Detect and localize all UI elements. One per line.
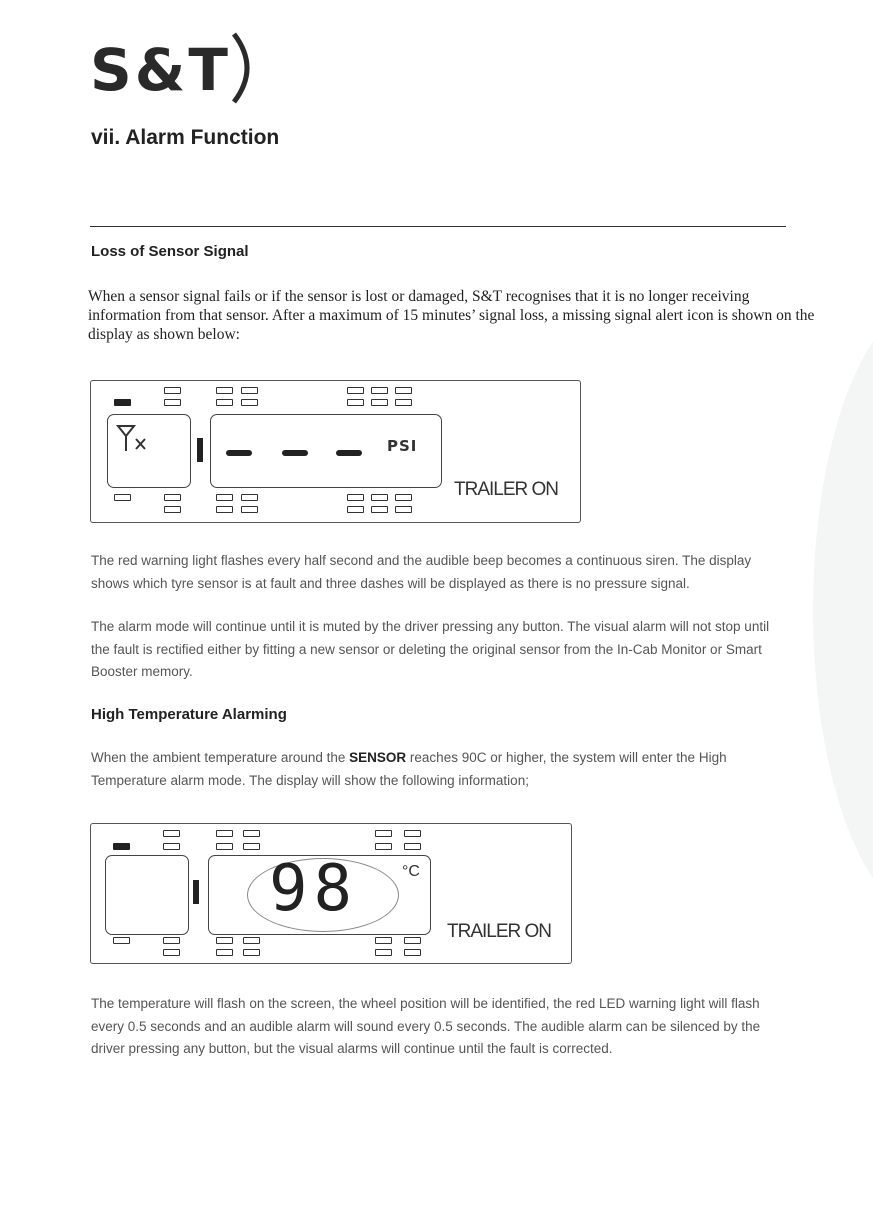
intro-text: reaches 90C or higher, the system will enter the High Temperature alarm mode. The display will show the following information; bbox=[91, 750, 727, 788]
logo-arc-icon bbox=[230, 30, 264, 106]
segment bbox=[375, 830, 392, 837]
tyre-position-box bbox=[107, 414, 191, 488]
value-box bbox=[208, 852, 431, 935]
divider bbox=[90, 226, 786, 227]
segment bbox=[241, 506, 258, 513]
segment bbox=[163, 843, 180, 850]
brand-logo bbox=[90, 28, 260, 108]
segment bbox=[347, 399, 364, 406]
no-signal-antenna-icon bbox=[116, 423, 152, 453]
value-box bbox=[210, 414, 442, 488]
segment bbox=[241, 399, 258, 406]
segment-indicator bbox=[114, 399, 131, 406]
high-temp-heading: High Temperature Alarming bbox=[91, 706, 287, 723]
segment bbox=[216, 937, 233, 944]
segment bbox=[243, 843, 260, 850]
segment-indicator bbox=[113, 843, 130, 850]
segment bbox=[375, 937, 392, 944]
segment bbox=[375, 843, 392, 850]
segment bbox=[164, 387, 181, 394]
segment bbox=[243, 949, 260, 956]
segment bbox=[216, 843, 233, 850]
dash bbox=[282, 450, 308, 456]
logo-text: S&T bbox=[90, 36, 231, 104]
segment bbox=[241, 494, 258, 501]
separator-bar bbox=[197, 438, 203, 462]
segment bbox=[371, 506, 388, 513]
segment bbox=[347, 494, 364, 501]
segment bbox=[371, 387, 388, 394]
tyre-position-box bbox=[105, 855, 189, 935]
segment bbox=[404, 949, 421, 956]
segment bbox=[404, 937, 421, 944]
segment bbox=[371, 494, 388, 501]
segment bbox=[243, 937, 260, 944]
segment bbox=[347, 387, 364, 394]
segment bbox=[216, 506, 233, 513]
segment bbox=[164, 506, 181, 513]
segment bbox=[216, 830, 233, 837]
segment bbox=[395, 494, 412, 501]
trailer-status: TRAILER ON bbox=[454, 479, 559, 500]
segment bbox=[164, 399, 181, 406]
loss-signal-para-1: The red warning light flashes every half second and the audible beep becomes a continuous siren. The display shows which tyre sensor is at fault and three dashes will be displayed as there is no pressure signal. bbox=[91, 553, 752, 591]
segment bbox=[216, 494, 233, 501]
segment bbox=[216, 387, 233, 394]
loss-signal-intro: When a sensor signal fails or if the sensor is lost or damaged, S&T recognises that it is no longer receiving information from that sensor. After a maximum of 15 minutes’ signal loss, a missing signal alert icon is shown on the display as shown below: bbox=[88, 288, 815, 343]
section-title: vii. Alarm Function bbox=[91, 126, 280, 149]
lcd-display-no-signal bbox=[90, 380, 581, 523]
segment bbox=[395, 387, 412, 394]
segment bbox=[163, 937, 180, 944]
lcd-display-high-temp bbox=[90, 823, 572, 964]
segment bbox=[163, 830, 180, 837]
segment bbox=[163, 949, 180, 956]
segment bbox=[164, 494, 181, 501]
segment bbox=[404, 843, 421, 850]
segment bbox=[404, 830, 421, 837]
segment bbox=[113, 937, 130, 944]
loss-signal-para-2: The alarm mode will continue until it is muted by the driver pressing any button. The visual alarm will not stop until the fault is rectified either by fitting a new sensor or deleting the original sensor from the In-Cab Monitor or Smart Booster memory. bbox=[91, 619, 770, 679]
segment bbox=[243, 830, 260, 837]
segment bbox=[114, 494, 131, 501]
separator-bar bbox=[193, 880, 199, 904]
segment bbox=[395, 399, 412, 406]
temperature-unit: °C bbox=[402, 863, 420, 880]
temperature-value: 98 bbox=[269, 852, 359, 926]
loss-signal-heading: Loss of Sensor Signal bbox=[91, 243, 249, 260]
pressure-unit: PSI bbox=[387, 437, 418, 455]
segment bbox=[216, 949, 233, 956]
background-swoosh bbox=[813, 300, 873, 920]
segment bbox=[375, 949, 392, 956]
segment bbox=[216, 399, 233, 406]
high-temp-intro bbox=[91, 747, 791, 792]
segment bbox=[395, 506, 412, 513]
dash bbox=[336, 450, 362, 456]
segment bbox=[241, 387, 258, 394]
intro-text: When the ambient temperature around the bbox=[91, 750, 350, 765]
dash bbox=[226, 450, 252, 456]
trailer-status: TRAILER ON bbox=[447, 921, 552, 942]
intro-bold: SENSOR bbox=[349, 750, 407, 765]
segment bbox=[371, 399, 388, 406]
high-temp-para: The temperature will flash on the screen, the wheel position will be identified, the red LED warning light will flash every 0.5 seconds and an audible alarm will sound every 0.5 seconds. The audible alarm can be silenced by the driver pressing any button, but the visual alarms will continue until the fault is corrected. bbox=[91, 996, 761, 1056]
segment bbox=[347, 506, 364, 513]
